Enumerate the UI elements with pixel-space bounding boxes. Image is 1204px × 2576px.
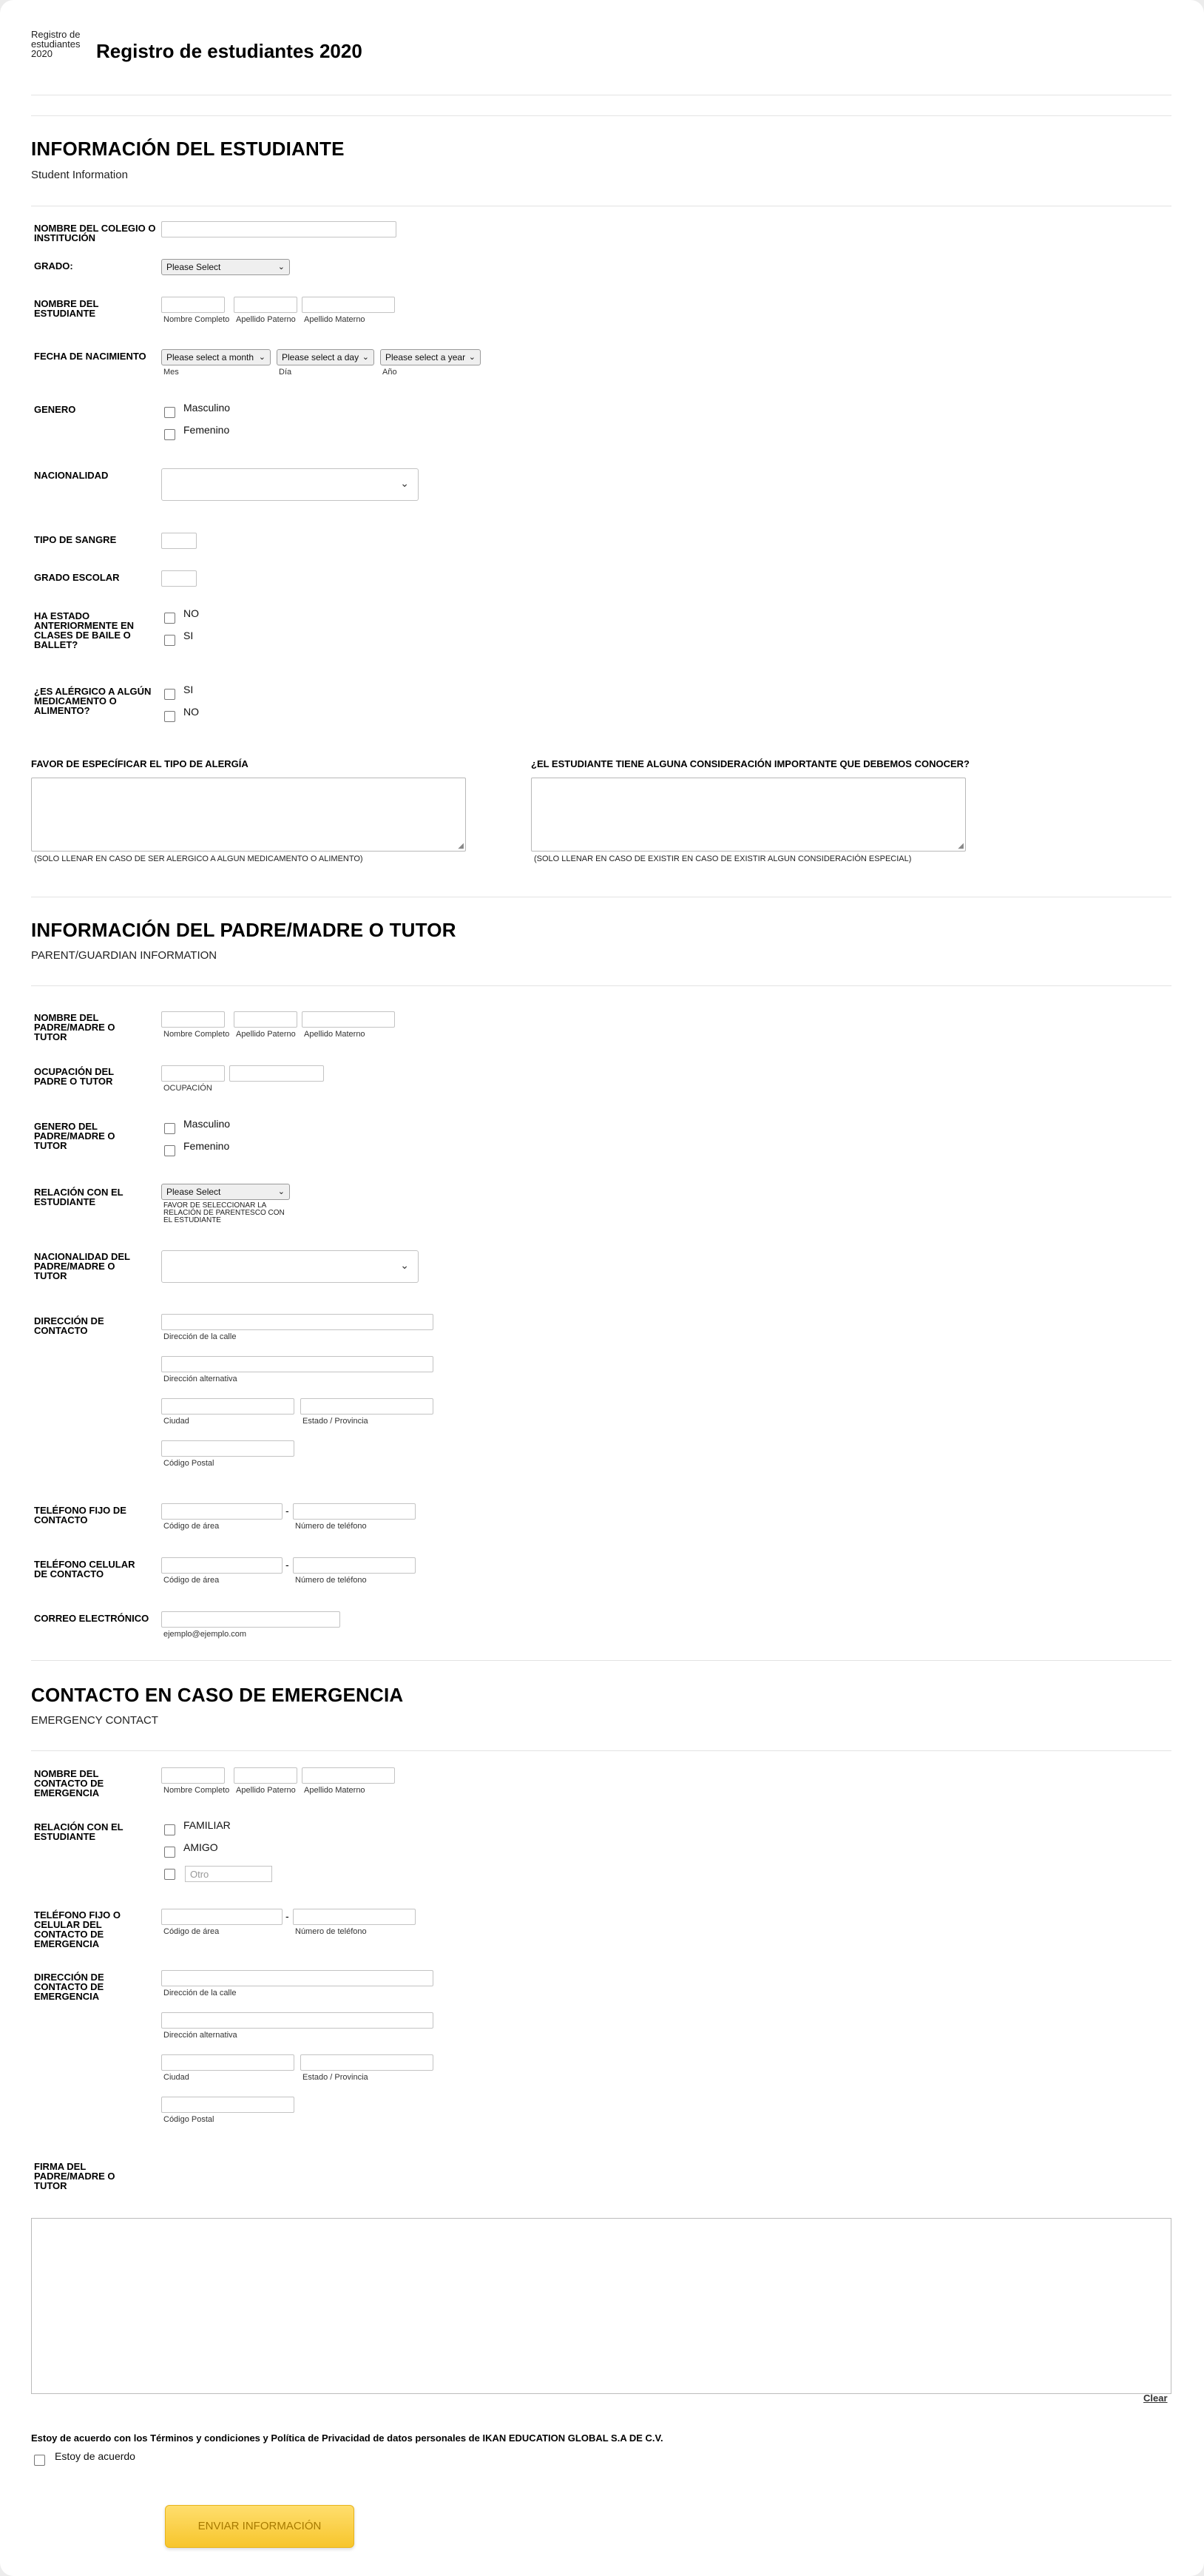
submit-button[interactable]: ENVIAR INFORMACIÓN (165, 2505, 354, 2548)
phone-dash: - (285, 1505, 289, 1517)
emergency-number-input[interactable] (293, 1909, 416, 1925)
section-title-parent: INFORMACIÓN DEL PADRE/MADRE O TUTOR (31, 919, 456, 941)
field-sublabel: Código de área (163, 1927, 220, 1936)
student-first-name-input[interactable] (161, 297, 225, 313)
emergency-first-name-input[interactable] (161, 1767, 225, 1784)
field-sublabel: Dirección de la calle (163, 1989, 237, 1997)
allergy-checkbox-si[interactable] (164, 689, 175, 700)
field-sublabel: Número de teléfono (295, 1576, 367, 1585)
relation-checkbox-familiar[interactable] (164, 1824, 175, 1835)
chevron-down-icon: ⌄ (362, 353, 369, 362)
field-sublabel: Apellido Paterno (236, 1786, 296, 1795)
parent-first-name-input[interactable] (161, 1011, 225, 1028)
consideration-note: (SOLO LLENAR EN CASO DE EXISTIR EN CASO DE EXISTIR ALGUN CONSIDERACIÓN ESPECIAL) (534, 854, 912, 863)
street-input[interactable] (161, 1314, 433, 1330)
form-title: Registro de estudiantes 2020 (96, 40, 362, 62)
emergency-city-input[interactable] (161, 2054, 294, 2071)
field-sublabel: Apellido Paterno (236, 315, 296, 324)
emergency-alt-address-input[interactable] (161, 2012, 433, 2029)
grade-label: GRADO: (34, 260, 73, 272)
section-title-student: INFORMACIÓN DEL ESTUDIANTE (31, 138, 345, 160)
cell-dash: - (285, 1559, 289, 1571)
phone-label: TELÉFONO FIJO DE CONTACTO (34, 1505, 126, 1525)
divider (31, 115, 1171, 116)
chevron-down-icon: ⌄ (277, 1187, 285, 1196)
field-sublabel: Número de teléfono (295, 1927, 367, 1936)
consideration-label: ¿EL ESTUDIANTE TIENE ALGUNA CONSIDERACIÓN IMPORTANTE QUE DEBEMOS CONOCER? (531, 758, 970, 769)
section-subtitle-emergency: EMERGENCY CONTACT (31, 1714, 158, 1727)
option-label: Femenino (183, 1140, 230, 1152)
blood-type-label: TIPO DE SANGRE (34, 534, 117, 545)
emergency-address-label: DIRECCIÓN DE CONTACTO DE EMERGENCIA (34, 1972, 104, 2002)
option-label: NO (183, 607, 199, 619)
section-subtitle-parent: PARENT/GUARDIAN INFORMATION (31, 949, 217, 962)
option-label: Masculino (183, 1118, 231, 1130)
chevron-down-icon: ⌄ (400, 477, 409, 489)
relation-label: RELACIÓN CON EL ESTUDIANTE (34, 1187, 124, 1207)
emergency-name-label: NOMBRE DEL CONTACTO DE EMERGENCIA (34, 1768, 104, 1798)
school-grade-input[interactable] (161, 570, 197, 587)
birth-year-select[interactable] (380, 349, 481, 365)
field-sublabel: OCUPACIÓN (163, 1084, 212, 1093)
emergency-maternal-input[interactable] (302, 1767, 395, 1784)
city-input[interactable] (161, 1398, 294, 1415)
allergy-type-label: FAVOR DE ESPECÍFICAR EL TIPO DE ALERGÍA (31, 758, 248, 769)
emergency-phone-dash: - (285, 1910, 289, 1922)
resize-handle-icon[interactable]: ◢ (958, 842, 964, 850)
parent-gender-label: GENERO DEL PADRE/MADRE O TUTOR (34, 1121, 115, 1151)
terms-text: Estoy de acuerdo con los Términos y condiciones y Política de Privacidad de datos personales de IKAN EDUCATION GLOBAL S.A DE C.V. (31, 2432, 663, 2444)
gender-label: GENERO (34, 404, 76, 415)
option-label: Masculino (183, 402, 231, 414)
terms-checkbox[interactable] (34, 2455, 45, 2466)
grade-select[interactable] (161, 259, 290, 275)
alt-address-input[interactable] (161, 1356, 433, 1372)
cell-label: TELÉFONO CELULAR DE CONTACTO (34, 1559, 135, 1579)
divider (31, 985, 1171, 986)
birth-month-value: Please select a month (166, 352, 254, 363)
relation-note: FAVOR DE SELECCIONAR LA RELACIÓN DE PARENTESCO CON EL ESTUDIANTE (163, 1201, 285, 1224)
parent-nationality-label: NACIONALIDAD DEL PADRE/MADRE O TUTOR (34, 1251, 130, 1281)
occupation-extra-input[interactable] (229, 1065, 324, 1082)
field-sublabel: Dirección alternativa (163, 2031, 237, 2040)
email-label: CORREO ELECTRÓNICO (34, 1613, 149, 1624)
emergency-area-input[interactable] (161, 1909, 283, 1925)
option-label: SI (183, 630, 194, 641)
field-sublabel: Nombre Completo (163, 1030, 230, 1039)
school-label: NOMBRE DEL COLEGIO O INSTITUCIÓN (34, 223, 156, 243)
parent-name-label: NOMBRE DEL PADRE/MADRE O TUTOR (34, 1012, 115, 1042)
cell-number-input[interactable] (293, 1557, 416, 1574)
field-sublabel: Código de área (163, 1522, 220, 1531)
emergency-state-input[interactable] (300, 2054, 433, 2071)
terms-checkbox-label: Estoy de acuerdo (55, 2450, 135, 2462)
field-sublabel: Nombre Completo (163, 315, 230, 324)
birth-year-value: Please select a year (385, 352, 466, 363)
field-sublabel: Dirección de la calle (163, 1332, 237, 1341)
chevron-down-icon: ⌄ (468, 353, 476, 362)
nationality-select[interactable] (161, 468, 419, 501)
option-label: Femenino (183, 424, 230, 436)
section-subtitle-student: Student Information (31, 169, 128, 181)
emergency-street-input[interactable] (161, 1970, 433, 1986)
birth-month-select[interactable] (161, 349, 271, 365)
student-paternal-input[interactable] (234, 297, 297, 313)
consideration-textarea[interactable] (531, 778, 966, 852)
field-sublabel: Código Postal (163, 1459, 214, 1468)
field-sublabel: Dirección alternativa (163, 1375, 237, 1383)
parent-maternal-input[interactable] (302, 1011, 395, 1028)
gender-checkbox-masculino[interactable] (164, 407, 175, 418)
emergency-phone-label: TELÉFONO FIJO O CELULAR DEL CONTACTO DE EMERGENCIA (34, 1909, 121, 1949)
state-input[interactable] (300, 1398, 433, 1415)
relation-checkbox-amigo[interactable] (164, 1847, 175, 1858)
resize-handle-icon[interactable]: ◢ (458, 842, 464, 850)
divider (31, 1660, 1171, 1661)
allergy-checkbox-no[interactable] (164, 711, 175, 722)
parent-nationality-select[interactable] (161, 1250, 419, 1283)
clear-signature-link[interactable]: Clear (1143, 2393, 1168, 2404)
field-sublabel: Año (382, 368, 397, 377)
emergency-paternal-input[interactable] (234, 1767, 297, 1784)
allergy-type-note: (SOLO LLENAR EN CASO DE SER ALERGICO A ALGUN MEDICAMENTO O ALIMENTO) (34, 854, 363, 863)
ballet-checkbox-si[interactable] (164, 635, 175, 646)
field-sublabel: Mes (163, 368, 179, 377)
postal-input[interactable] (161, 1440, 294, 1457)
school-grade-label: GRADO ESCOLAR (34, 572, 120, 583)
field-sublabel: Nombre Completo (163, 1786, 230, 1795)
birth-day-value: Please select a day (282, 352, 359, 363)
occupation-label: OCUPACIÓN DEL PADRE O TUTOR (34, 1066, 114, 1087)
school-input[interactable] (161, 221, 396, 237)
option-label: AMIGO (183, 1841, 218, 1853)
ballet-label: HA ESTADO ANTERIORMENTE EN CLASES DE BAILE O BALLET? (34, 610, 135, 650)
occupation-input[interactable] (161, 1065, 225, 1082)
field-sublabel: Estado / Provincia (302, 1417, 368, 1426)
allergy-type-textarea[interactable] (31, 778, 466, 852)
student-maternal-input[interactable] (302, 297, 395, 313)
birth-label: FECHA DE NACIMIENTO (34, 351, 146, 362)
address-label: DIRECCIÓN DE CONTACTO (34, 1315, 104, 1336)
nationality-label: NACIONALIDAD (34, 470, 109, 481)
gender-checkbox-femenino[interactable] (164, 429, 175, 440)
student-name-label: NOMBRE DEL ESTUDIANTE (34, 298, 99, 319)
field-sublabel: ejemplo@ejemplo.com (163, 1630, 247, 1639)
chevron-down-icon: ⌄ (400, 1259, 409, 1271)
field-sublabel: Número de teléfono (295, 1522, 367, 1531)
chevron-down-icon: ⌄ (258, 353, 266, 362)
field-sublabel: Apellido Paterno (236, 1030, 296, 1039)
parent-gender-checkbox-masculino[interactable] (164, 1123, 175, 1134)
signature-pad[interactable] (31, 2218, 1171, 2394)
field-sublabel: Día (279, 368, 292, 377)
parent-paternal-input[interactable] (234, 1011, 297, 1028)
section-title-emergency: CONTACTO EN CASO DE EMERGENCIA (31, 1684, 404, 1706)
option-label: NO (183, 706, 199, 718)
option-label: FAMILIAR (183, 1819, 231, 1831)
ballet-checkbox-no[interactable] (164, 613, 175, 624)
allergy-label: ¿ES ALÉRGICO A ALGÚN MEDICAMENTO O ALIMENTO? (34, 686, 152, 716)
field-sublabel: Apellido Materno (304, 1030, 365, 1039)
cell-area-input[interactable] (161, 1557, 283, 1574)
blood-type-input[interactable] (161, 533, 197, 549)
emergency-postal-input[interactable] (161, 2097, 294, 2113)
relation-checkbox-other[interactable] (164, 1869, 175, 1880)
emergency-relation-label: RELACIÓN CON EL ESTUDIANTE (34, 1821, 124, 1842)
birth-day-select[interactable] (277, 349, 374, 365)
field-sublabel: Apellido Materno (304, 1786, 365, 1795)
field-sublabel: Apellido Materno (304, 315, 365, 324)
form-logo: Registro de estudiantes 2020 (31, 29, 81, 59)
phone-number-input[interactable] (293, 1503, 416, 1520)
chevron-down-icon: ⌄ (277, 263, 285, 272)
field-sublabel: Estado / Provincia (302, 2073, 368, 2082)
option-label: SI (183, 684, 194, 695)
field-sublabel: Ciudad (163, 1417, 189, 1426)
email-input[interactable] (161, 1611, 340, 1628)
divider (31, 1750, 1171, 1751)
grade-select-value: Please Select (166, 262, 221, 272)
phone-area-input[interactable] (161, 1503, 283, 1520)
other-input[interactable]: Otro (185, 1866, 272, 1882)
field-sublabel: Código Postal (163, 2115, 214, 2124)
relation-select-value: Please Select (166, 1187, 221, 1197)
parent-gender-checkbox-femenino[interactable] (164, 1145, 175, 1156)
relation-select[interactable] (161, 1184, 290, 1200)
signature-label: FIRMA DEL PADRE/MADRE O TUTOR (34, 2161, 115, 2191)
field-sublabel: Ciudad (163, 2073, 189, 2082)
field-sublabel: Código de área (163, 1576, 220, 1585)
